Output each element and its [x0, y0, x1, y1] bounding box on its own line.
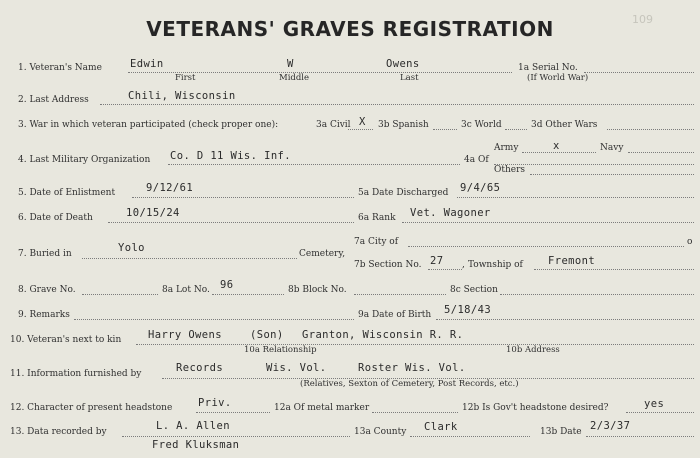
- buried-in-line: [82, 258, 297, 259]
- navy-line: [628, 152, 694, 153]
- grave-no-line: [82, 294, 158, 295]
- birth-date-line: [436, 319, 694, 320]
- info-furnished-label: 11. Information furnished by: [10, 369, 142, 379]
- info-furnished-value-3: Roster Wis. Vol.: [358, 362, 466, 374]
- headstone-character-value: Priv.: [198, 397, 232, 409]
- record-date-label: 13b Date: [540, 427, 582, 437]
- city-line: [408, 246, 684, 247]
- recorded-by-value: L. A. Allen: [156, 420, 230, 432]
- war-civil-mark: X: [359, 116, 366, 128]
- war-other-line: [607, 129, 694, 130]
- section-no-value: 27: [430, 255, 444, 267]
- serial-no-line: [584, 72, 694, 73]
- army-line: [522, 152, 596, 153]
- military-org-value: Co. D 11 Wis. Inf.: [170, 150, 291, 162]
- discharge-date-line: [457, 197, 694, 198]
- section-separator: ,: [462, 260, 465, 270]
- grave-no-label: 8. Grave No.: [18, 285, 76, 295]
- recorded-by-label: 13. Data recorded by: [10, 427, 107, 437]
- recorded-by-line: [122, 436, 350, 437]
- card-title: VETERANS' GRAVES REGISTRATION: [146, 17, 554, 41]
- headstone-character-line: [196, 412, 270, 413]
- lot-no-label: 8a Lot No.: [162, 285, 210, 295]
- enlistment-date-label: 5. Date of Enlistment: [18, 188, 116, 198]
- lot-no-value: 96: [220, 279, 234, 291]
- rank-label: 6a Rank: [358, 213, 396, 223]
- war-world-label: 3c World: [461, 120, 502, 130]
- block-no-label: 8b Block No.: [288, 285, 347, 295]
- block-no-line: [354, 294, 446, 295]
- military-org-label: 4. Last Military Organization: [18, 155, 151, 165]
- birth-date-value: 5/18/43: [444, 304, 492, 316]
- next-of-kin-label: 10. Veteran's next to kin: [10, 335, 122, 345]
- headstone-character-label: 12. Character of present headstone: [10, 403, 173, 413]
- township-label: Township of: [468, 260, 523, 270]
- card-number-stamp: 109: [632, 13, 653, 26]
- branch-of-label: 4a Of: [464, 155, 489, 165]
- buried-in-value: Yolo: [118, 242, 145, 254]
- next-of-kin-name: Harry Owens: [148, 329, 222, 341]
- serial-no-note: (If World War): [527, 73, 589, 83]
- remarks-line: [74, 319, 354, 320]
- others-label: Others: [494, 165, 526, 175]
- war-spanish-label: 3b Spanish: [378, 120, 429, 130]
- info-furnished-value-2: Wis. Vol.: [266, 362, 327, 374]
- last-address-value: Chili, Wisconsin: [128, 90, 236, 102]
- relationship-sublabel: 10a Relationship: [244, 345, 317, 355]
- death-date-value: 10/15/24: [126, 207, 180, 219]
- war-spanish-line: [433, 129, 457, 130]
- headstone-desired-value: yes: [644, 398, 665, 410]
- rank-value: Vet. Wagoner: [410, 207, 491, 219]
- last-address-line: [100, 104, 694, 105]
- next-of-kin-line: [136, 344, 694, 345]
- headstone-desired-label: 12b Is Gov't headstone desired?: [462, 403, 609, 413]
- metal-marker-label: 12a Of metal marker: [274, 403, 370, 413]
- war-participated-label: 3. War in which veteran participated (check proper one):: [18, 120, 279, 130]
- serial-no-label: 1a Serial No.: [518, 63, 578, 73]
- enlistment-date-value: 9/12/61: [146, 182, 194, 194]
- city-label: 7a City of: [354, 237, 399, 247]
- record-date-value: 2/3/37: [590, 420, 631, 432]
- navy-label: Navy: [600, 143, 624, 153]
- recorded-by-value-2: Fred Kluksman: [152, 439, 240, 451]
- war-civil-label: 3a Civil: [316, 120, 351, 130]
- last-sublabel: Last: [400, 73, 419, 83]
- birth-date-label: 9a Date of Birth: [358, 310, 432, 320]
- discharge-date-value: 9/4/65: [460, 182, 501, 194]
- rank-line: [402, 222, 694, 223]
- war-other-label: 3d Other Wars: [531, 120, 598, 130]
- remarks-label: 9. Remarks: [18, 310, 70, 320]
- grave-section-label: 8c Section: [450, 285, 498, 295]
- middle-name-value: W: [287, 58, 294, 70]
- discharge-date-label: 5a Date Discharged: [358, 188, 449, 198]
- army-label: Army: [494, 143, 519, 153]
- township-line: [534, 269, 694, 270]
- next-of-kin-address: Granton, Wisconsin R. R.: [302, 329, 464, 341]
- veteran-name-label: 1. Veteran's Name: [18, 63, 102, 73]
- middle-sublabel: Middle: [279, 73, 310, 83]
- lot-no-line: [212, 294, 284, 295]
- army-mark: x: [553, 140, 560, 152]
- first-name-value: Edwin: [130, 58, 164, 70]
- section-no-line: [428, 269, 462, 270]
- last-name-value: Owens: [386, 58, 420, 70]
- county-label: 13a County: [354, 427, 407, 437]
- last-address-label: 2. Last Address: [18, 95, 89, 105]
- next-of-kin-relationship: (Son): [250, 329, 284, 341]
- cemetery-label: Cemetery,: [299, 249, 346, 259]
- grave-section-line: [500, 294, 694, 295]
- headstone-desired-line: [626, 412, 694, 413]
- city-line-end: o: [687, 237, 693, 247]
- info-furnished-value-1: Records: [176, 362, 224, 374]
- metal-marker-line: [372, 412, 458, 413]
- enlistment-date-line: [132, 197, 354, 198]
- death-date-line: [108, 222, 354, 223]
- others-line: [530, 174, 694, 175]
- township-value: Fremont: [548, 255, 596, 267]
- address-sublabel: 10b Address: [506, 345, 560, 355]
- war-world-line: [505, 129, 527, 130]
- death-date-label: 6. Date of Death: [18, 213, 93, 223]
- war-civil-line: [348, 129, 373, 130]
- first-sublabel: First: [175, 73, 196, 83]
- section-no-label: 7b Section No.: [354, 260, 422, 270]
- buried-in-label: 7. Buried in: [18, 249, 72, 259]
- county-value: Clark: [424, 421, 458, 433]
- info-furnished-note: (Relatives, Sexton of Cemetery, Post Records, etc.): [300, 379, 519, 389]
- military-org-line: [168, 164, 460, 165]
- county-line: [410, 436, 530, 437]
- record-date-line: [586, 436, 694, 437]
